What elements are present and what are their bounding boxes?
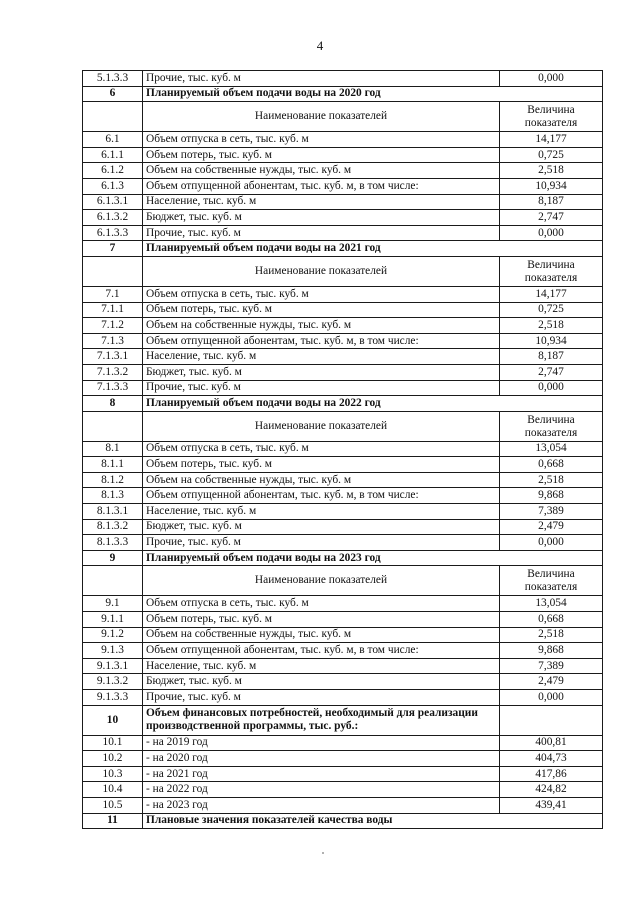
indicator-value: 2,747 — [500, 364, 603, 380]
indicator-value: 2,479 — [500, 674, 603, 690]
indicator-value: 0,668 — [500, 612, 603, 628]
indicator-code: 7.1.1 — [83, 302, 143, 318]
indicator-value: 2,518 — [500, 472, 603, 488]
indicator-code: 7.1.3.1 — [83, 349, 143, 365]
page-number: 4 — [316, 38, 324, 53]
indicator-name: Прочие, тыс. куб. м — [143, 380, 500, 396]
indicator-name: Объем отпущенной абонентам, тыс. куб. м, в том числе: — [143, 333, 500, 349]
indicator-name: Объем потерь, тыс. куб. м — [143, 147, 500, 163]
indicator-code: 9.1 — [83, 596, 143, 612]
section-number: 10 — [83, 705, 143, 735]
section-title: Планируемый объем подачи воды на 2020 год — [143, 86, 603, 102]
indicator-value: 8,187 — [500, 194, 603, 210]
column-header-row — [83, 566, 603, 596]
indicator-code: 8.1.3 — [83, 488, 143, 504]
table-row — [83, 797, 603, 813]
section-row — [83, 550, 603, 566]
indicator-value: 10,934 — [500, 333, 603, 349]
table-row — [83, 472, 603, 488]
table-row — [83, 690, 603, 706]
indicator-name: Объем потерь, тыс. куб. м — [143, 612, 500, 628]
indicator-name: Бюджет, тыс. куб. м — [143, 364, 500, 380]
indicator-value: 7,389 — [500, 658, 603, 674]
table-row — [83, 735, 603, 751]
indicator-value: 2,747 — [500, 210, 603, 226]
indicator-code: 5.1.3.3 — [83, 71, 143, 87]
table-row — [83, 318, 603, 334]
header-value: Величина показателя — [500, 256, 603, 286]
table-row — [83, 627, 603, 643]
section-number: 9 — [83, 550, 143, 566]
indicator-name: Объем отпуска в сеть, тыс. куб. м — [143, 132, 500, 148]
indicator-code: 8.1.1 — [83, 457, 143, 473]
indicator-value: 14,177 — [500, 132, 603, 148]
indicator-code: 6.1.1 — [83, 147, 143, 163]
header-value: Величина показателя — [500, 411, 603, 441]
section-number: 6 — [83, 86, 143, 102]
indicator-name: - на 2022 год — [143, 782, 500, 798]
indicator-code: 6.1 — [83, 132, 143, 148]
section-title: Объем финансовых потребностей, необходимый для реализации производственной программы, тыс. руб.: — [143, 705, 500, 735]
section-row — [83, 705, 603, 735]
table-row — [83, 147, 603, 163]
table-row — [83, 178, 603, 194]
indicator-code: 6.1.3.3 — [83, 225, 143, 241]
header-name: Наименование показателей — [143, 256, 500, 286]
indicator-code: 7.1.2 — [83, 318, 143, 334]
table-row — [83, 751, 603, 767]
indicator-name: Население, тыс. куб. м — [143, 504, 500, 520]
header-name: Наименование показателей — [143, 102, 500, 132]
indicator-value: 404,73 — [500, 751, 603, 767]
indicator-value: 0,725 — [500, 302, 603, 318]
indicator-code: 10.3 — [83, 766, 143, 782]
indicator-value: 439,41 — [500, 797, 603, 813]
table-row — [83, 612, 603, 628]
indicator-name: Объем отпуска в сеть, тыс. куб. м — [143, 286, 500, 302]
indicator-code: 6.1.3.1 — [83, 194, 143, 210]
indicator-name: Объем отпуска в сеть, тыс. куб. м — [143, 596, 500, 612]
indicator-value: 0,000 — [500, 225, 603, 241]
indicator-name: Объем отпущенной абонентам, тыс. куб. м, в том числе: — [143, 488, 500, 504]
table-row — [83, 225, 603, 241]
table-row — [83, 194, 603, 210]
indicator-name: Объем на собственные нужды, тыс. куб. м — [143, 163, 500, 179]
table-row — [83, 457, 603, 473]
section-title: Планируемый объем подачи воды на 2022 год — [143, 396, 603, 412]
indicator-code: 8.1.3.2 — [83, 519, 143, 535]
table-row — [83, 488, 603, 504]
section-number: 8 — [83, 396, 143, 412]
header-name: Наименование показателей — [143, 411, 500, 441]
indicator-name: Бюджет, тыс. куб. м — [143, 210, 500, 226]
indicator-code: 10.4 — [83, 782, 143, 798]
indicator-code: 7.1.3.3 — [83, 380, 143, 396]
indicators-table — [82, 70, 603, 829]
indicator-name: Население, тыс. куб. м — [143, 658, 500, 674]
table-row — [83, 674, 603, 690]
indicator-value: 0,668 — [500, 457, 603, 473]
indicator-value: 7,389 — [500, 504, 603, 520]
header-value: Величина показателя — [500, 566, 603, 596]
table-row — [83, 163, 603, 179]
header-empty-cell — [83, 566, 143, 596]
indicator-code: 9.1.3.1 — [83, 658, 143, 674]
indicator-name: - на 2023 год — [143, 797, 500, 813]
indicator-value: 14,177 — [500, 286, 603, 302]
table-row — [83, 766, 603, 782]
table-row — [83, 349, 603, 365]
indicator-name: Объем на собственные нужды, тыс. куб. м — [143, 627, 500, 643]
indicator-value: 2,518 — [500, 318, 603, 334]
indicator-value: 2,518 — [500, 163, 603, 179]
header-name: Наименование показателей — [143, 566, 500, 596]
indicator-code: 8.1.3.3 — [83, 535, 143, 551]
table-row — [83, 504, 603, 520]
indicator-code: 10.5 — [83, 797, 143, 813]
indicator-value: 13,054 — [500, 441, 603, 457]
table-row — [83, 596, 603, 612]
indicator-name: - на 2021 год — [143, 766, 500, 782]
indicator-value: 417,86 — [500, 766, 603, 782]
section-title: Плановые значения показателей качества воды — [143, 813, 603, 829]
indicator-name: Объем потерь, тыс. куб. м — [143, 457, 500, 473]
indicator-name: Объем отпущенной абонентам, тыс. куб. м, в том числе: — [143, 643, 500, 659]
indicator-value: 0,000 — [500, 71, 603, 87]
table-row — [83, 643, 603, 659]
indicator-name: Прочие, тыс. куб. м — [143, 690, 500, 706]
indicator-code: 10.1 — [83, 735, 143, 751]
indicator-code: 10.2 — [83, 751, 143, 767]
table-row — [83, 658, 603, 674]
table-row — [83, 132, 603, 148]
table-row — [83, 380, 603, 396]
table-row — [83, 519, 603, 535]
indicator-code: 7.1.3.2 — [83, 364, 143, 380]
indicator-value: 9,868 — [500, 643, 603, 659]
table-row — [83, 782, 603, 798]
indicator-value: 400,81 — [500, 735, 603, 751]
indicator-value: 9,868 — [500, 488, 603, 504]
table-row — [83, 333, 603, 349]
indicator-value: 13,054 — [500, 596, 603, 612]
section-row — [83, 86, 603, 102]
section-row — [83, 241, 603, 257]
indicator-name: - на 2020 год — [143, 751, 500, 767]
table-row — [83, 535, 603, 551]
indicator-name: Объем потерь, тыс. куб. м — [143, 302, 500, 318]
indicator-code: 9.1.3.2 — [83, 674, 143, 690]
indicator-value: 0,000 — [500, 535, 603, 551]
section-title: Планируемый объем подачи воды на 2023 год — [143, 550, 603, 566]
indicator-value: 2,479 — [500, 519, 603, 535]
indicator-name: Объем отпущенной абонентам, тыс. куб. м, в том числе: — [143, 178, 500, 194]
indicator-name: Прочие, тыс. куб. м — [143, 71, 500, 87]
indicator-value: 10,934 — [500, 178, 603, 194]
indicator-value: 0,000 — [500, 690, 603, 706]
header-empty-cell — [83, 102, 143, 132]
indicator-name: Объем на собственные нужды, тыс. куб. м — [143, 472, 500, 488]
indicator-name: Прочие, тыс. куб. м — [143, 225, 500, 241]
section-row — [83, 396, 603, 412]
indicator-name: Бюджет, тыс. куб. м — [143, 674, 500, 690]
column-header-row — [83, 102, 603, 132]
scan-speck — [322, 852, 324, 854]
indicator-code: 6.1.2 — [83, 163, 143, 179]
indicator-value: 2,518 — [500, 627, 603, 643]
indicator-code: 8.1 — [83, 441, 143, 457]
indicator-code: 9.1.2 — [83, 627, 143, 643]
indicator-code: 8.1.2 — [83, 472, 143, 488]
indicator-name: Объем отпуска в сеть, тыс. куб. м — [143, 441, 500, 457]
indicator-value — [500, 705, 603, 735]
column-header-row — [83, 256, 603, 286]
table-row — [83, 364, 603, 380]
header-empty-cell — [83, 256, 143, 286]
indicator-name: Бюджет, тыс. куб. м — [143, 519, 500, 535]
section-number: 11 — [83, 813, 143, 829]
header-value: Величина показателя — [500, 102, 603, 132]
indicator-code: 9.1.1 — [83, 612, 143, 628]
indicator-name: Объем на собственные нужды, тыс. куб. м — [143, 318, 500, 334]
indicator-code: 9.1.3.3 — [83, 690, 143, 706]
header-empty-cell — [83, 411, 143, 441]
indicator-name: Население, тыс. куб. м — [143, 194, 500, 210]
table-row — [83, 441, 603, 457]
section-title: Планируемый объем подачи воды на 2021 год — [143, 241, 603, 257]
indicator-code: 7.1 — [83, 286, 143, 302]
indicator-name: - на 2019 год — [143, 735, 500, 751]
indicator-value: 424,82 — [500, 782, 603, 798]
table-row — [83, 210, 603, 226]
indicator-value: 0,725 — [500, 147, 603, 163]
column-header-row — [83, 411, 603, 441]
section-number: 7 — [83, 241, 143, 257]
table-row — [83, 286, 603, 302]
table-row — [83, 302, 603, 318]
indicator-code: 8.1.3.1 — [83, 504, 143, 520]
indicator-value: 8,187 — [500, 349, 603, 365]
indicator-name: Прочие, тыс. куб. м — [143, 535, 500, 551]
indicator-value: 0,000 — [500, 380, 603, 396]
indicator-code: 9.1.3 — [83, 643, 143, 659]
indicator-name: Население, тыс. куб. м — [143, 349, 500, 365]
indicator-code: 6.1.3.2 — [83, 210, 143, 226]
table-row — [83, 71, 603, 87]
indicator-code: 7.1.3 — [83, 333, 143, 349]
section-row — [83, 813, 603, 829]
indicator-code: 6.1.3 — [83, 178, 143, 194]
